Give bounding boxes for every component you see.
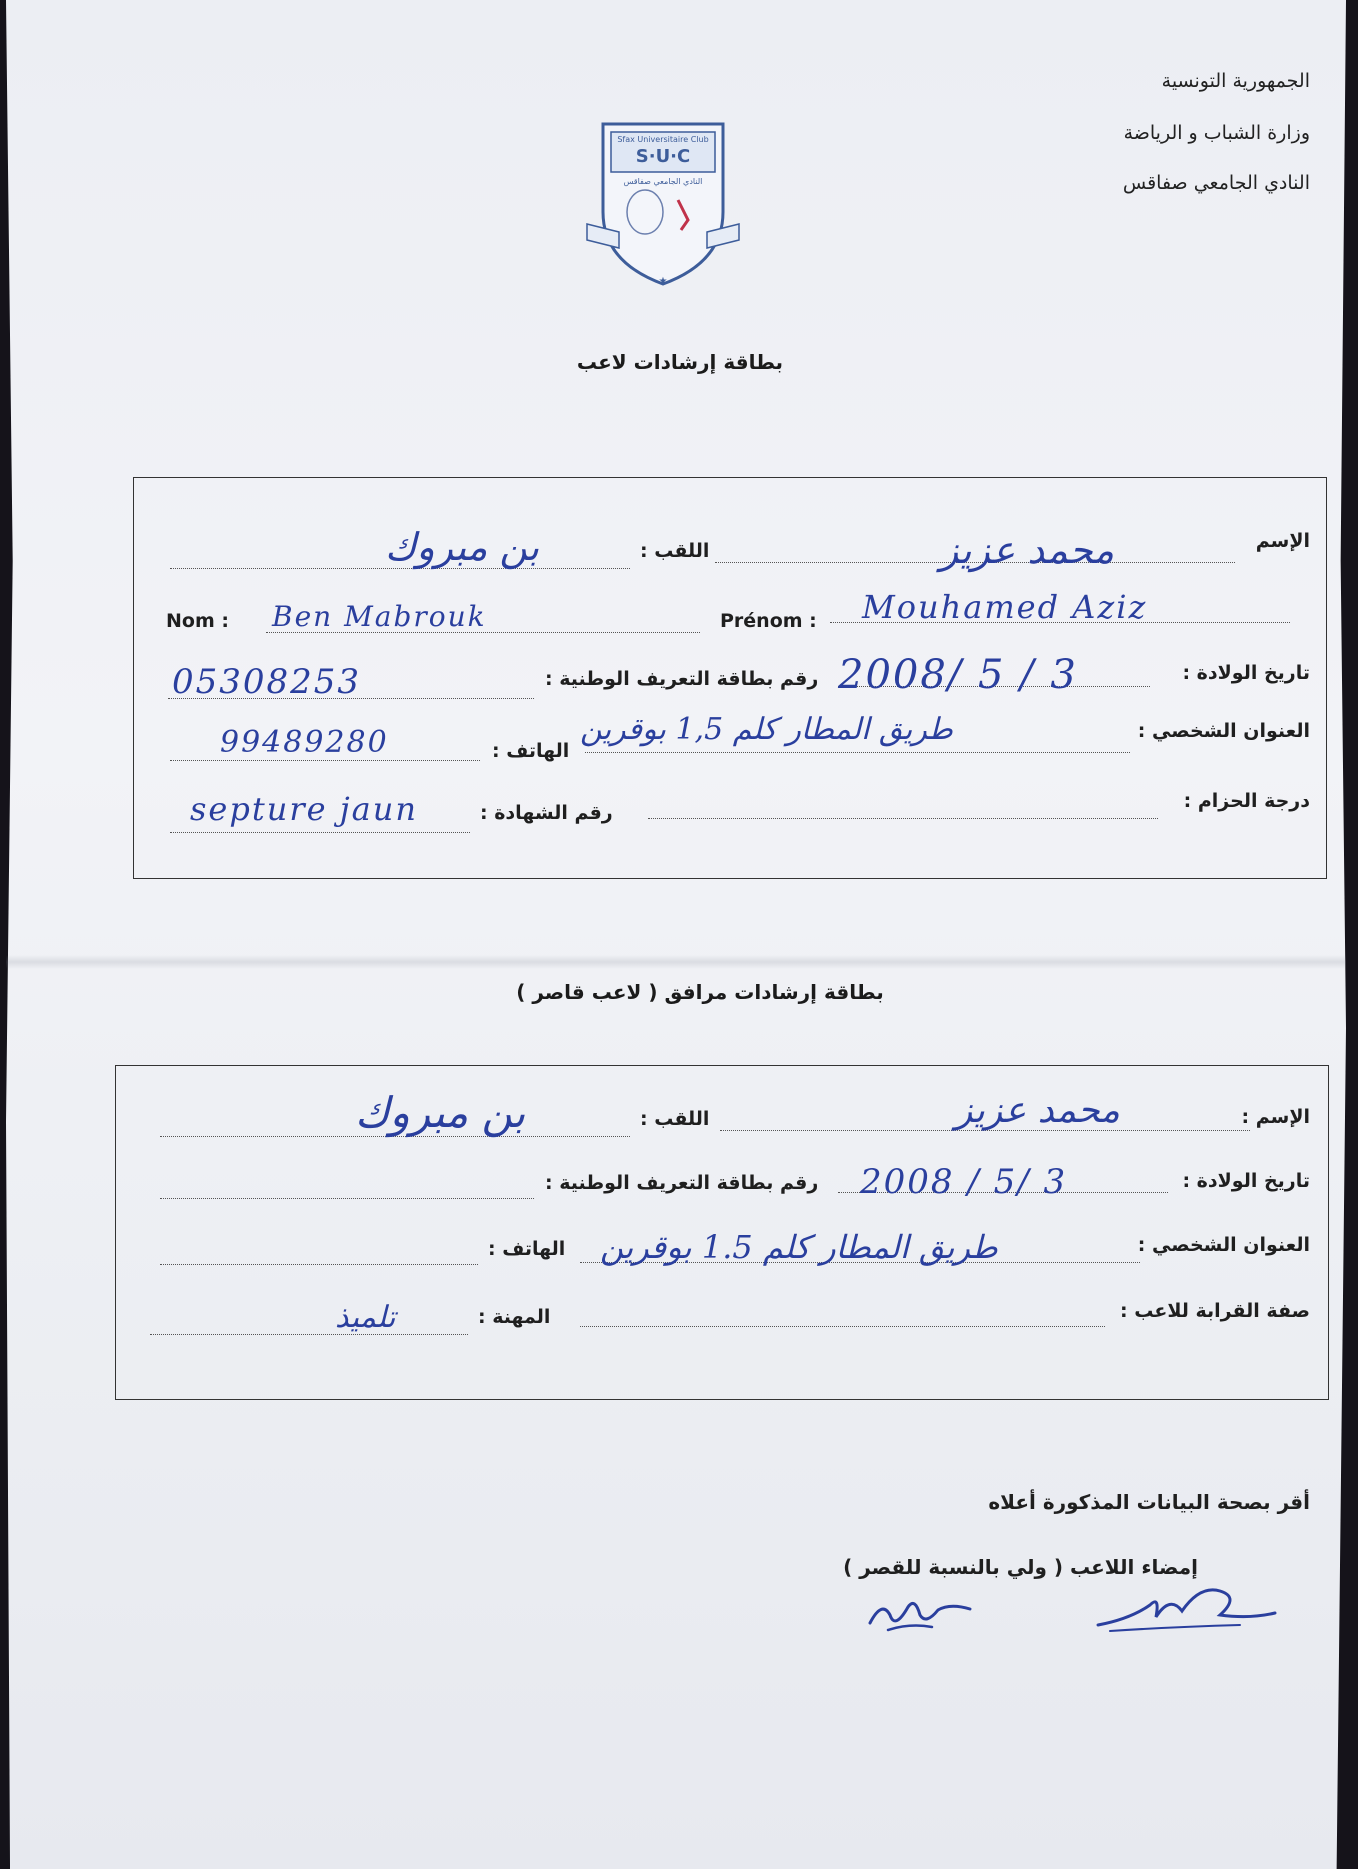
job-label: المهنة : <box>478 1306 551 1328</box>
logo-initials: S·U·C <box>635 146 691 167</box>
guardian-phone-line <box>160 1264 478 1265</box>
logo-arabic-text: النادي الجامعي صفاقس <box>623 177 703 186</box>
belt-label: درجة الحزام : <box>1183 790 1310 812</box>
guardian-name-label: الإسم : <box>1241 1106 1310 1128</box>
player-surname-value: بن مبروك <box>385 525 540 569</box>
relation-line <box>580 1326 1105 1327</box>
job-value: تلميذ <box>335 1300 396 1335</box>
player-name-value: محمد عزيز <box>940 528 1115 572</box>
certify-statement: أقر بصحة البيانات المذكورة أعلاه <box>988 1490 1310 1514</box>
signature-mark-left <box>860 1585 980 1645</box>
guardian-name-value: محمد عزيز <box>955 1090 1120 1131</box>
guardian-cin-line <box>160 1198 534 1199</box>
player-address-label: العنوان الشخصي : <box>1137 720 1310 742</box>
prenom-label: Prénom : <box>720 610 817 632</box>
cert-line <box>170 832 470 833</box>
player-cin-value: 05308253 <box>172 662 362 702</box>
belt-line <box>648 818 1158 819</box>
guardian-surname-value: بن مبروك <box>355 1088 526 1137</box>
paper-fold <box>6 955 1346 969</box>
player-cin-label: رقم بطاقة التعريف الوطنية : <box>545 668 819 690</box>
guardian-address-value: طريق المطار كلم 1.5 بوقرين <box>600 1228 998 1266</box>
player-birth-value: 2008/ 5 / 3 <box>838 652 1078 698</box>
relation-label: صفة القرابة للاعب : <box>1120 1300 1310 1322</box>
header-republic: الجمهورية التونسية <box>1161 70 1310 92</box>
player-address-value: طريق المطار كلم 1,5 بوقرين <box>580 712 953 747</box>
player-card-title: بطاقة إرشادات لاعب <box>576 350 784 374</box>
header-club: النادي الجامعي صفاقس <box>1122 172 1310 194</box>
signature-mark-right <box>1090 1575 1280 1635</box>
guardian-surname-label: اللقب : <box>640 1108 710 1130</box>
player-address-line <box>585 752 1130 753</box>
player-phone-line <box>170 760 480 761</box>
job-line <box>150 1334 468 1335</box>
guardian-address-label: العنوان الشخصي : <box>1137 1234 1310 1256</box>
guardian-cin-label: رقم بطاقة التعريف الوطنية : <box>545 1172 819 1194</box>
cert-label: رقم الشهادة : <box>480 802 613 824</box>
guardian-birth-label: تاريخ الولادة : <box>1182 1170 1310 1192</box>
nom-label: Nom : <box>166 610 229 632</box>
club-crest-icon <box>583 112 743 292</box>
player-phone-value: 99489280 <box>220 725 389 760</box>
guardian-card-title: بطاقة إرشادات مرافق ( لاعب قاصر ) <box>516 980 884 1004</box>
guardian-phone-label: الهاتف : <box>488 1238 566 1260</box>
nom-value: Ben Mabrouk <box>272 600 487 633</box>
svg-text:★: ★ <box>658 276 668 287</box>
prenom-value: Mouhamed Aziz <box>862 588 1148 626</box>
player-birth-label: تاريخ الولادة : <box>1182 662 1310 684</box>
header-ministry: وزارة الشباب و الرياضة <box>1123 122 1310 144</box>
logo-top-text: Sfax Universitaire Club <box>617 135 709 144</box>
cert-value: septure jaun <box>190 790 418 828</box>
player-name-label: الإسم <box>1255 530 1310 552</box>
player-surname-label: اللقب : <box>640 540 710 562</box>
signature-label: إمضاء اللاعب ( ولي بالنسبة للقصر ) <box>843 1555 1198 1579</box>
guardian-birth-value: 2008 / 5/ 3 <box>860 1162 1068 1202</box>
player-phone-label: الهاتف : <box>492 740 570 762</box>
